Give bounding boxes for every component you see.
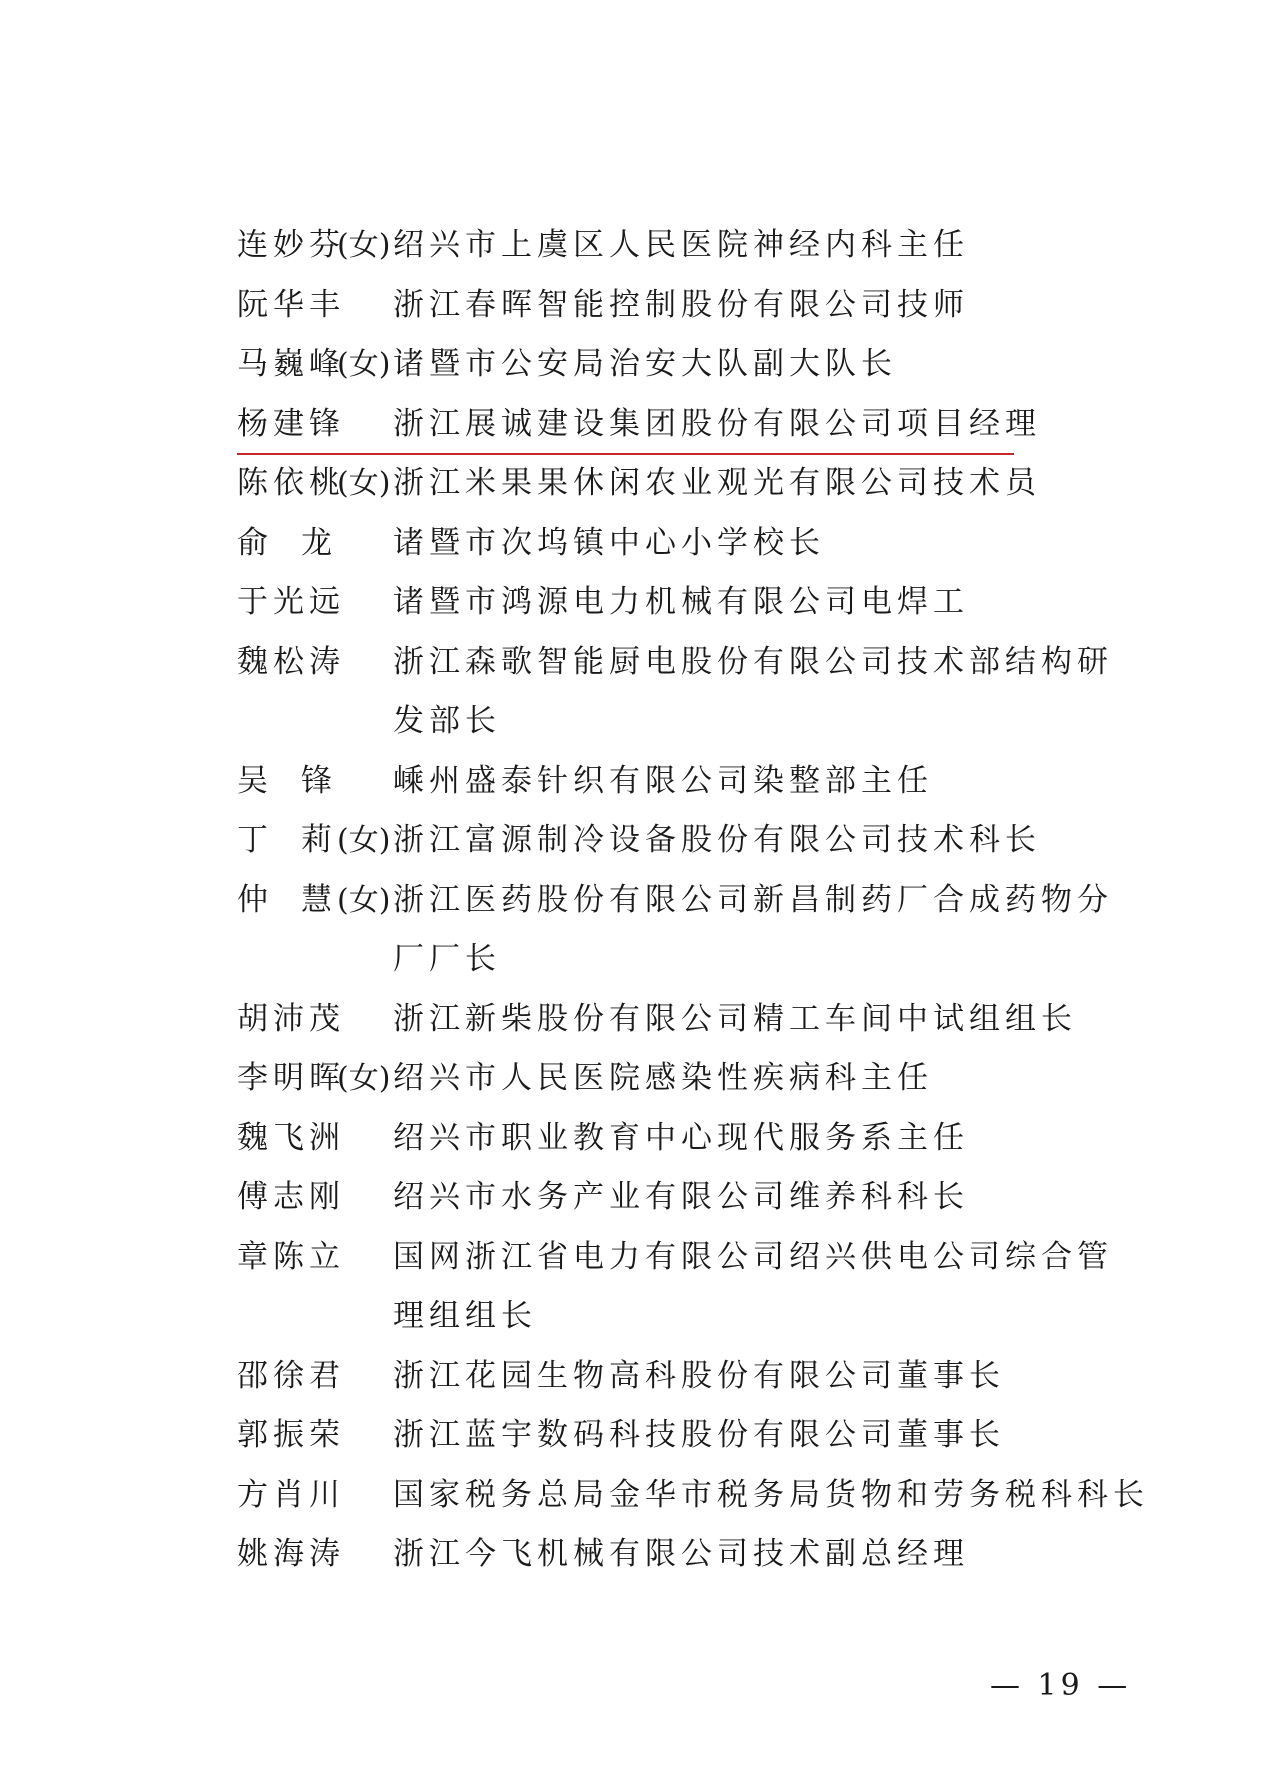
- person-position: 国家税务总局金华市税务局货物和劳务税科科长: [393, 1476, 1149, 1513]
- person-name: 吴锋: [237, 762, 337, 799]
- person-position: 浙江展诚建设集团股份有限公司项目经理: [393, 405, 1041, 442]
- person-position: 国网浙江省电力有限公司绍兴供电公司综合管理组组长: [393, 1238, 1113, 1334]
- person-name: 李明晖: [237, 1060, 345, 1096]
- person-position: 浙江富源制冷设备股份有限公司技术科长: [393, 822, 1041, 858]
- page-number: — 19 —: [990, 1668, 1132, 1703]
- name-list: [237, 216, 1149, 1585]
- person-position: 浙江花园生物高科股份有限公司董事长: [393, 1357, 1005, 1394]
- list-item: [237, 573, 1137, 633]
- list-item: [237, 990, 1137, 1050]
- gender-tag: (女): [337, 882, 391, 918]
- person-position: 浙江今飞机械有限公司技术副总经理: [393, 1536, 969, 1572]
- person-position: 浙江春晖智能控制股份有限公司技师: [393, 286, 969, 323]
- list-item: [237, 1347, 1137, 1407]
- person-name: 傅志刚: [237, 1179, 345, 1215]
- person-name: 姚海涛: [237, 1536, 345, 1572]
- list-item: [237, 811, 1137, 871]
- person-name: 连妙芬: [237, 227, 345, 263]
- gender-tag: [337, 276, 393, 336]
- person-name: 马巍峰: [237, 346, 345, 382]
- gender-tag: [337, 1466, 393, 1526]
- person-name: 杨建锋: [237, 405, 345, 442]
- list-item: [237, 1168, 1137, 1228]
- list-item: [237, 1228, 1137, 1347]
- person-position: 浙江蓝宇数码科技股份有限公司董事长: [393, 1417, 1005, 1453]
- list-item: [237, 633, 1137, 752]
- person-name: 阮华丰: [237, 286, 345, 323]
- gender-tag: (女): [337, 1061, 391, 1096]
- red-divider-line: [237, 453, 1014, 455]
- list-item: [237, 276, 1137, 336]
- gender-tag: (女): [337, 228, 391, 263]
- gender-tag: (女): [337, 823, 391, 858]
- list-item: [237, 1049, 1137, 1109]
- gender-tag: [337, 1406, 393, 1466]
- gender-tag: [337, 990, 393, 1050]
- gender-tag: [337, 1109, 393, 1169]
- gender-tag: [337, 1525, 393, 1585]
- gender-tag: (女): [337, 466, 391, 501]
- gender-tag: [337, 573, 393, 633]
- person-name: 于光远: [237, 584, 345, 620]
- person-name: 胡沛茂: [237, 1000, 345, 1037]
- person-name: 仲慧: [237, 881, 337, 918]
- person-position: 浙江米果果休闲农业观光有限公司技术员: [393, 465, 1041, 501]
- list-item: [237, 752, 1137, 812]
- gender-tag: [337, 1168, 393, 1228]
- person-position: 嵊州盛泰针织有限公司染整部主任: [393, 762, 933, 799]
- list-item: [237, 514, 1137, 574]
- person-position: 诸暨市次坞镇中心小学校长: [393, 524, 825, 561]
- gender-tag: [337, 1347, 393, 1407]
- person-name: 魏飞洲: [237, 1119, 345, 1156]
- person-name: 魏松涛: [237, 643, 345, 680]
- person-name: 方肖川: [237, 1476, 345, 1513]
- gender-tag: [337, 633, 393, 752]
- list-item: [237, 454, 1137, 514]
- gender-tag: [337, 395, 393, 455]
- person-position: 绍兴市上虞区人民医院神经内科主任: [393, 227, 969, 263]
- person-position: 浙江新柴股份有限公司精工车间中试组组长: [393, 1000, 1077, 1037]
- person-name: 俞龙: [237, 524, 337, 561]
- list-item: [237, 216, 1137, 276]
- person-position: 绍兴市水务产业有限公司维养科科长: [393, 1179, 969, 1215]
- person-position: 诸暨市鸿源电力机械有限公司电焊工: [393, 584, 969, 620]
- list-item: [237, 1525, 1137, 1585]
- person-name: 郭振荣: [237, 1417, 345, 1453]
- list-item: [237, 395, 1137, 455]
- person-position: 浙江森歌智能厨电股份有限公司技术部结构研发部长: [393, 643, 1113, 739]
- person-name: 章陈立: [237, 1238, 345, 1275]
- gender-tag: [337, 1228, 393, 1347]
- gender-tag: [337, 514, 393, 574]
- gender-tag: (女): [337, 347, 391, 382]
- gender-tag: [337, 752, 393, 812]
- list-item: [237, 335, 1137, 395]
- person-position: 浙江医药股份有限公司新昌制药厂合成药物分厂厂长: [393, 881, 1113, 977]
- person-position: 绍兴市人民医院感染性疾病科主任: [393, 1060, 933, 1096]
- list-item: [237, 871, 1137, 990]
- person-position: 绍兴市职业教育中心现代服务系主任: [393, 1119, 969, 1156]
- person-name: 丁莉: [237, 822, 337, 858]
- person-name: 邵徐君: [237, 1357, 345, 1394]
- list-item: [237, 1109, 1137, 1169]
- list-item: [237, 1406, 1137, 1466]
- person-name: 陈依桃: [237, 465, 345, 501]
- list-item: [237, 1466, 1149, 1526]
- person-position: 诸暨市公安局治安大队副大队长: [393, 346, 897, 382]
